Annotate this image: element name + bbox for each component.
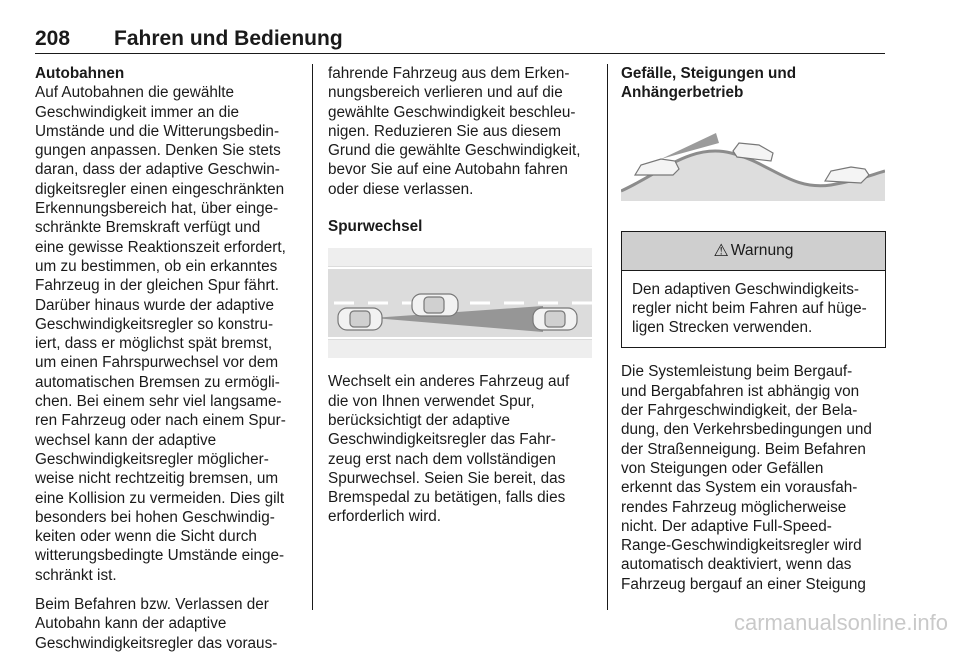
text-line: gewählte Geschwindigkeit beschleu- xyxy=(328,103,576,121)
text-line: weise nicht rechtzeitig bremsen, um xyxy=(35,470,279,488)
text-line: automatisch deaktiviert, wenn das xyxy=(621,556,852,574)
column-2 xyxy=(328,64,596,527)
spacer xyxy=(328,199,596,217)
heading-line: Anhängerbetrieb xyxy=(621,84,744,102)
text-line: Range-Geschwindigkeitsregler wird xyxy=(621,537,862,555)
text-line: ligen Strecken verwenden. xyxy=(632,319,813,337)
text-line: rendes Fahrzeug möglicherweise xyxy=(621,498,847,516)
text-line: Den adaptiven Geschwindigkeits- xyxy=(632,280,860,298)
text-line: die von Ihnen verwendet Spur, xyxy=(328,392,535,410)
text-line: Wechselt ein anderes Fahrzeug auf xyxy=(328,373,570,391)
text-line: automatischen Bremsen zu ermögli- xyxy=(35,373,280,391)
text-line: dung, den Verkehrsbedingungen und xyxy=(621,421,872,439)
text-line: Erkennungsbereich hat, über einge- xyxy=(35,200,279,218)
paragraph-autobahnen-continued xyxy=(328,64,596,199)
spacer xyxy=(621,348,887,362)
text-line: gungen anpassen. Denken Sie stets xyxy=(35,142,281,160)
warning-body xyxy=(622,271,885,348)
text-line: oder diese verlassen. xyxy=(328,180,474,198)
text-line: von Steigungen oder Gefällen xyxy=(621,459,824,477)
text-line: Bremspedal zu betätigen, falls dies xyxy=(328,489,566,507)
merging-car-icon xyxy=(412,294,458,316)
text-line: witterungsbedingte Umstände einge- xyxy=(35,547,285,565)
text-line: bevor Sie auf eine Autobahn fahren xyxy=(328,161,568,179)
section-heading-gefaelle xyxy=(621,64,887,103)
watermark: carmanualsonline.info xyxy=(733,610,948,635)
text-line: Spurwechsel. Seien Sie bereit, das xyxy=(328,469,566,487)
paragraph-spurwechsel xyxy=(328,372,596,526)
text-line: Geschwindigkeitsregler das Fahr- xyxy=(328,431,556,449)
spacer xyxy=(35,585,300,595)
text-line: Autobahn kann der adaptive xyxy=(35,615,227,633)
text-line: um einen Fahrspurwechsel vor dem xyxy=(35,354,279,372)
text-line: ren Fahrzeug oder nach einem Spur- xyxy=(35,412,286,430)
text-line: Geschwindigkeitsregler so konstru- xyxy=(35,315,274,333)
spacer xyxy=(621,201,887,231)
heading-line: Gefälle, Steigungen und xyxy=(621,65,797,82)
section-heading-spurwechsel: Spurwechsel xyxy=(328,218,423,236)
warning-triangle-icon: ⚠ xyxy=(713,240,729,260)
text-line: Darüber hinaus wurde der adaptive xyxy=(35,296,274,314)
front-car-icon xyxy=(533,308,577,330)
warning-title: Warnung xyxy=(730,241,794,259)
text-line: wechsel kann der adaptive xyxy=(35,431,217,449)
text-line: berücksichtigt der adaptive xyxy=(328,411,510,429)
text-line: zeug erst nach dem vollständigen xyxy=(328,450,556,468)
text-line: Auf Autobahnen die gewählte xyxy=(35,84,235,102)
text-line: schränkte Bremskraft verfügt und xyxy=(35,219,261,237)
warning-header xyxy=(622,232,885,271)
text-line: nigen. Reduzieren Sie aus diesem xyxy=(328,122,561,140)
text-line: fahrende Fahrzeug aus dem Erken- xyxy=(328,65,570,82)
text-line: eine gewisse Reaktionszeit erfordert, xyxy=(35,238,286,256)
paragraph-gefaelle xyxy=(621,362,887,594)
text-line: Geschwindigkeitsregler das voraus- xyxy=(35,634,278,652)
paragraph-autobahnen-2 xyxy=(35,595,300,653)
page-title: Fahren und Bedienung xyxy=(114,27,343,50)
text-line: Die Systemleistung beim Bergauf- xyxy=(621,363,853,381)
page-number: 208 xyxy=(35,27,71,50)
text-line: keiten oder wenn die Sicht durch xyxy=(35,528,257,546)
column-3 xyxy=(621,64,887,594)
text-line: daran, dass der adaptive Geschwin- xyxy=(35,161,280,179)
spacer xyxy=(328,236,596,248)
warning-box xyxy=(621,231,886,349)
text-line: erforderlich wird. xyxy=(328,508,442,526)
own-car-icon xyxy=(338,308,382,330)
text-line: besonders bei hohen Geschwindig- xyxy=(35,508,275,526)
text-line: digkeitsregler einen eingeschränkten xyxy=(35,180,285,198)
text-line: chen. Bei einem sehr viel langsame- xyxy=(35,393,282,411)
text-line: schränkt ist. xyxy=(35,566,117,584)
text-line: Fahrzeug bergauf an einer Steigung xyxy=(621,575,866,593)
text-line: eine Kollision zu vermeiden. Dies gilt xyxy=(35,489,285,507)
column-divider xyxy=(312,64,313,610)
column-1 xyxy=(35,64,300,653)
paragraph-autobahnen-1 xyxy=(35,83,300,585)
text-line: Geschwindigkeitsregler möglicher- xyxy=(35,450,269,468)
spacer xyxy=(621,103,887,113)
spacer xyxy=(328,358,596,372)
text-line: Fahrzeug in der gleichen Spur fährt. xyxy=(35,277,280,295)
text-line: erkennt das System ein vorausfah- xyxy=(621,479,858,497)
text-line: Umstände und die Witterungsbedin- xyxy=(35,122,280,140)
text-line: um zu bestimmen, ob ein erkanntes xyxy=(35,257,278,275)
text-line: nungsbereich verlieren und auf die xyxy=(328,84,563,102)
text-line: regler nicht beim Fahren auf hüge- xyxy=(632,299,867,317)
text-line: und Bergabfahren ist abhängig von xyxy=(621,382,860,400)
text-line: nicht. Der adaptive Full-Speed- xyxy=(621,517,832,535)
lane-change-illustration xyxy=(328,248,592,358)
text-line: Grund die gewählte Geschwindigkeit, xyxy=(328,142,581,160)
text-line: iert, dass er möglichst spät bremst, xyxy=(35,335,273,353)
page-header xyxy=(35,27,885,54)
text-line: Geschwindigkeit immer an die xyxy=(35,103,240,121)
hill-driving-illustration xyxy=(621,113,885,201)
column-divider xyxy=(607,64,608,610)
text-line: der Straßenneigung. Beim Befahren xyxy=(621,440,866,458)
text-line: Beim Befahren bzw. Verlassen der xyxy=(35,596,269,614)
section-heading-autobahnen: Autobahnen xyxy=(35,65,125,82)
text-line: der Fahrgeschwindigkeit, der Bela- xyxy=(621,402,858,420)
